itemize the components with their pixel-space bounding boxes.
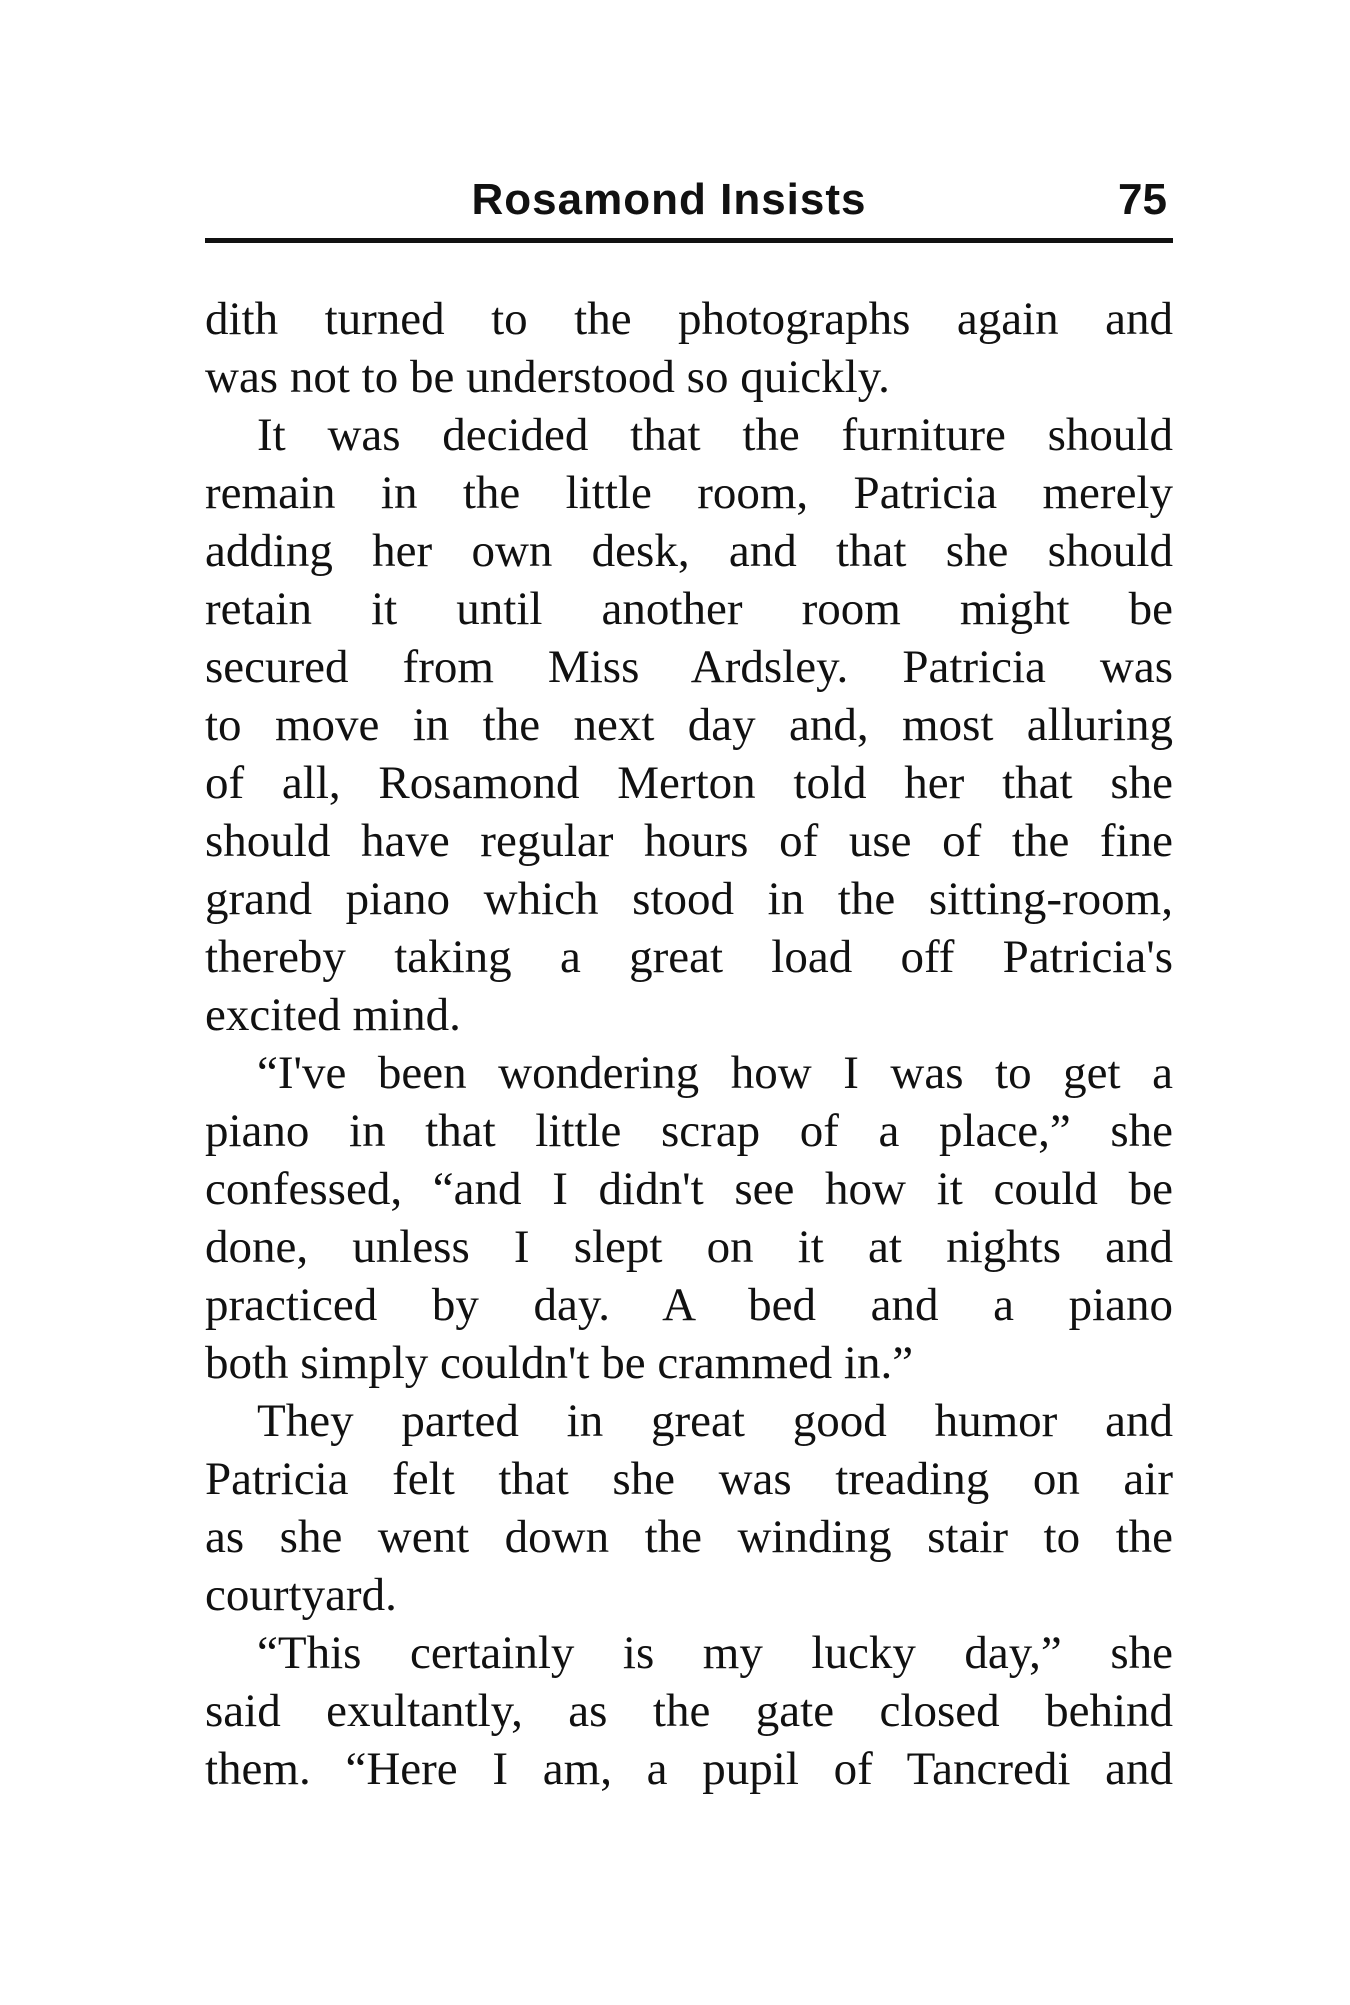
running-title [205,175,1173,225]
text-line: remain in the little room, Patricia merely [205,467,1173,519]
text-line: retain it until another room might be [205,583,1173,635]
text-line: was not to be understood so quickly. [205,351,890,403]
text-line: done, unless I slept on it at nights and [205,1221,1173,1273]
text-line: thereby taking a great load off Patricia's [205,931,1173,983]
header-rule [205,238,1173,243]
running-head [205,170,1173,230]
text-line: them. “Here I am, a pupil of Tancredi and [205,1743,1173,1795]
text-line: dith turned to the photographs again and [205,293,1173,345]
text-line: grand piano which stood in the sitting-room, [205,873,1173,925]
text-line: of all, Rosamond Merton told her that she [205,757,1173,809]
text-line: “I've been wondering how I was to get a [257,1047,1173,1099]
text-line: as she went down the winding stair to the [205,1511,1173,1563]
text-line: both simply couldn't be crammed in.” [205,1337,914,1389]
text-line: said exultantly, as the gate closed behind [205,1685,1173,1737]
body-text [205,290,1173,1798]
text-line: adding her own desk, and that she should [205,525,1173,577]
text-line: excited mind. [205,989,461,1041]
text-line: “This certainly is my lucky day,” she [257,1627,1173,1679]
running-title-text: Rosamond Insists [471,175,867,224]
text-line: courtyard. [205,1569,397,1621]
text-line: to move in the next day and, most alluring [205,699,1173,751]
text-line: practiced by day. A bed and a piano [205,1279,1173,1331]
page-number: 75 [1118,175,1167,224]
text-line: confessed, “and I didn't see how it could be [205,1163,1173,1215]
text-line: piano in that little scrap of a place,” she [205,1105,1173,1157]
text-line: They parted in great good humor and [257,1395,1173,1447]
text-line: secured from Miss Ardsley. Patricia was [205,641,1173,693]
text-line: It was decided that the furniture should [257,409,1173,461]
text-line: Patricia felt that she was treading on air [205,1453,1173,1505]
text-line: should have regular hours of use of the fine [205,815,1173,867]
